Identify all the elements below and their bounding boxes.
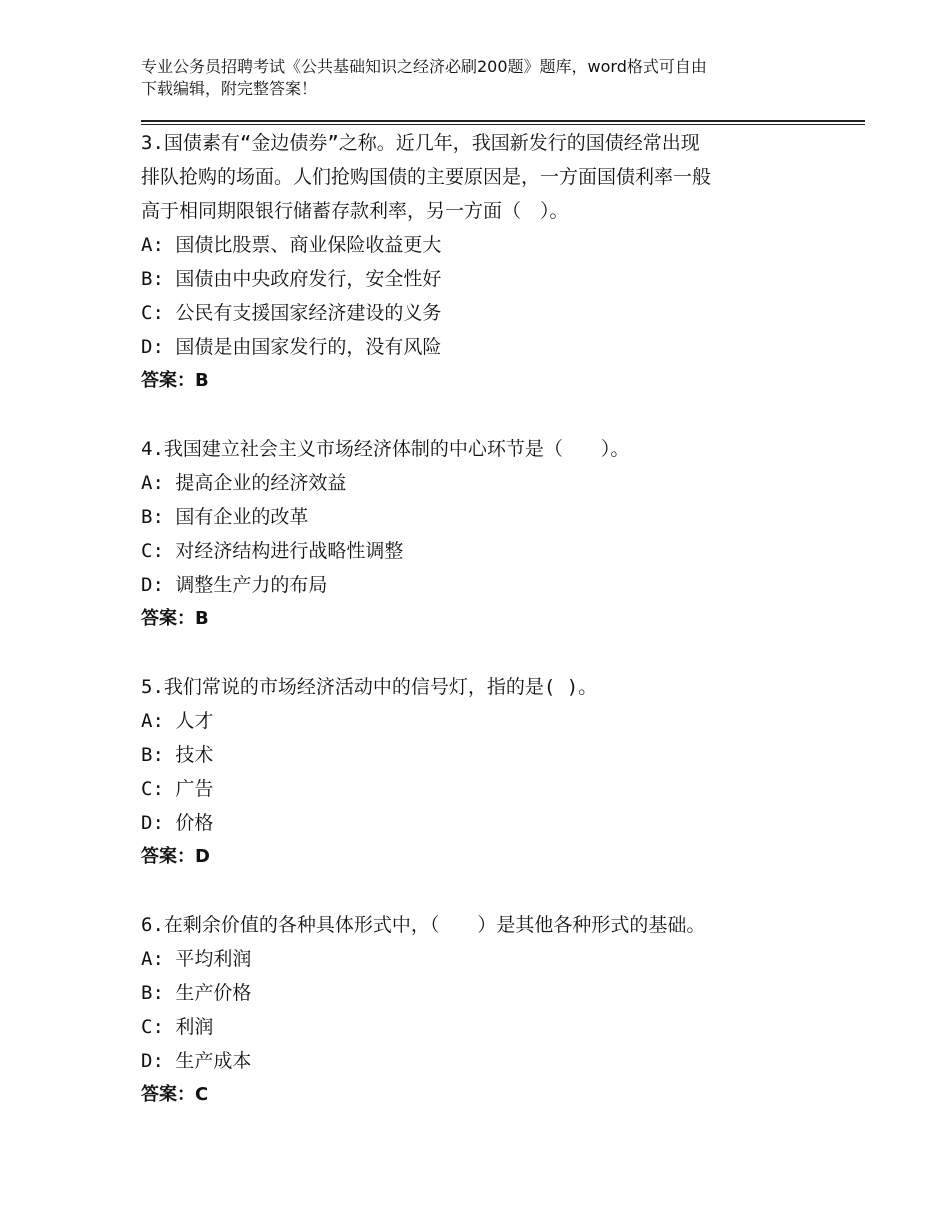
option-a: A: 国债比股票、商业保险收益更大 xyxy=(141,234,442,256)
question-stem-line: 排队抢购的场面。人们抢购国债的主要原因是，一方面国债利率一般 xyxy=(141,166,712,188)
option-a: A: 平均利润 xyxy=(141,948,252,970)
option-a: A: 人才 xyxy=(141,710,214,732)
option-c: C: 利润 xyxy=(141,1016,214,1038)
header-rule-thick xyxy=(141,120,865,122)
option-b: B: 国债由中央政府发行，安全性好 xyxy=(141,268,442,290)
question-5 xyxy=(141,670,841,874)
question-4 xyxy=(141,432,841,636)
question-stem-line: 3.国债素有“金边债券”之称。近几年，我国新发行的国债经常出现 xyxy=(141,132,700,154)
question-stem-line: 5.我们常说的市场经济活动中的信号灯，指的是( )。 xyxy=(141,676,598,698)
option-a: A: 提高企业的经济效益 xyxy=(141,472,347,494)
option-d: D: 生产成本 xyxy=(141,1050,252,1072)
option-c: C: 对经济结构进行战略性调整 xyxy=(141,540,404,562)
question-list xyxy=(141,126,841,1112)
option-c: C: 广告 xyxy=(141,778,214,800)
answer-label: 答案：B xyxy=(141,370,209,391)
option-b: B: 国有企业的改革 xyxy=(141,506,309,528)
option-d: D: 价格 xyxy=(141,812,214,834)
question-stem-line: 4.我国建立社会主义市场经济体制的中心环节是（ ）。 xyxy=(141,438,630,460)
document-header xyxy=(141,56,821,100)
header-line-1: 专业公务员招聘考试《公共基础知识之经济必刷200题》题库，word格式可自由 xyxy=(141,57,707,76)
question-stem-line: 高于相同期限银行储蓄存款利率，另一方面（ ）。 xyxy=(141,200,569,222)
header-line-2: 下载编辑，附完整答案！ xyxy=(141,79,318,98)
option-c: C: 公民有支援国家经济建设的义务 xyxy=(141,302,442,324)
answer-label: 答案：D xyxy=(141,846,210,867)
header-rule-thin xyxy=(141,124,865,125)
answer-label: 答案：C xyxy=(141,1084,209,1105)
option-b: B: 技术 xyxy=(141,744,214,766)
option-d: D: 调整生产力的布局 xyxy=(141,574,328,596)
question-6 xyxy=(141,908,841,1112)
option-b: B: 生产价格 xyxy=(141,982,252,1004)
question-stem-line: 6.在剩余价值的各种具体形式中，（ ）是其他各种形式的基础。 xyxy=(141,914,706,936)
answer-label: 答案：B xyxy=(141,608,209,629)
option-d: D: 国债是由国家发行的，没有风险 xyxy=(141,336,442,358)
question-3 xyxy=(141,126,841,398)
